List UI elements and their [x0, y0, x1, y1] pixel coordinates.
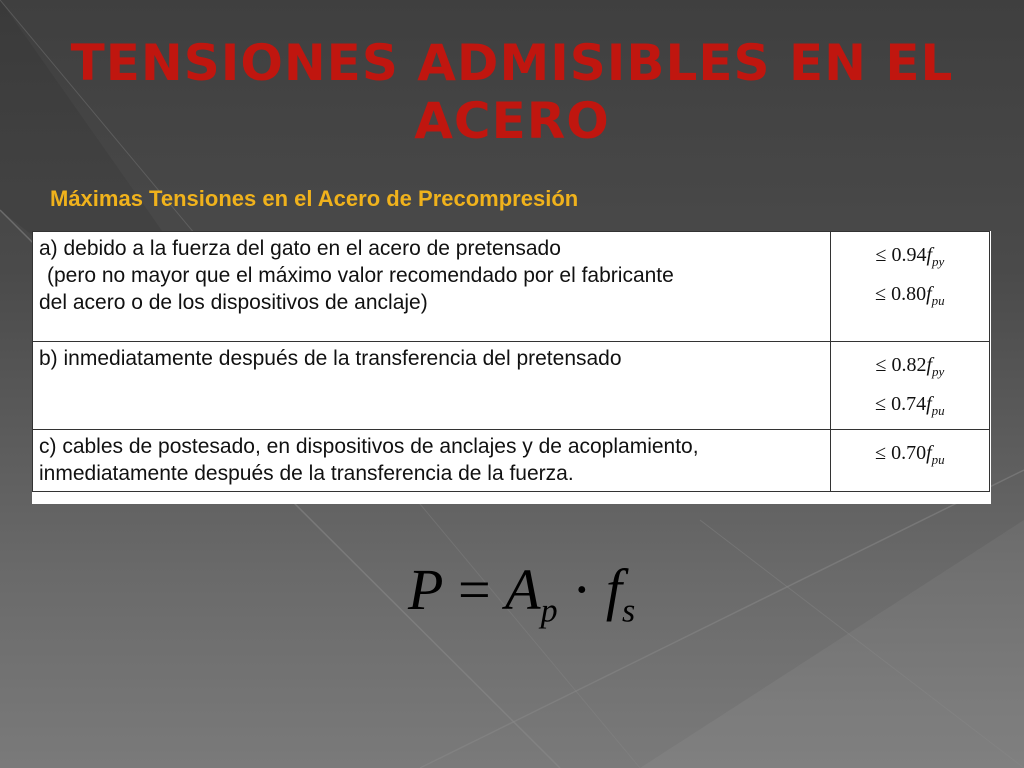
- slide-subtitle: Máximas Tensiones en el Acero de Precompresión: [50, 186, 579, 211]
- formula-stress-subscript: s: [622, 592, 636, 630]
- limit-expression: ≤ $0.74f_{pu}$: [875, 393, 945, 418]
- title-line-1: TENSIONES ADMISIBLES EN EL: [70, 34, 954, 92]
- row-limits: [830, 430, 989, 492]
- description-line: (pero no mayor que el máximo valor recomendado por el fabricante: [47, 264, 674, 287]
- formula-force: P: [408, 557, 444, 622]
- formula-equals: =: [457, 557, 491, 622]
- description-line: del acero o de los dispositivos de anclaje): [39, 291, 428, 314]
- table-container: [32, 231, 991, 504]
- description-line: c) cables de postesado, en dispositivos de anclajes y de acoplamiento,: [39, 435, 699, 458]
- table-row: [33, 430, 990, 492]
- formula-area: A: [505, 557, 541, 622]
- row-limits: [830, 342, 989, 430]
- limit-expression: ≤ $0.94f_{py}$: [875, 244, 945, 269]
- stress-limits-table: [32, 231, 990, 492]
- limit-expression: ≤ $0.80f_{pu}$: [875, 283, 945, 308]
- formula-stress: f: [605, 557, 623, 622]
- table-row: [33, 232, 990, 342]
- row-limits: [830, 232, 989, 342]
- title-line-2: ACERO: [414, 92, 610, 150]
- description-line: a) debido a la fuerza del gato en el acero de pretensado: [39, 237, 561, 260]
- limit-expression: ≤ $0.70f_{pu}$: [875, 442, 945, 467]
- description-line: b) inmediatamente después de la transferencia del pretensado: [39, 347, 622, 370]
- description-line: inmediatamente después de la transferencia de la fuerza.: [39, 462, 574, 485]
- row-description: [33, 342, 831, 430]
- formula-dot: ·: [572, 557, 592, 622]
- limit-expression: ≤ $0.82f_{py}$: [875, 354, 945, 379]
- table-row: [33, 342, 990, 430]
- formula-area-subscript: p: [540, 592, 558, 630]
- force-formula: [408, 556, 635, 631]
- slide-title: [60, 34, 964, 150]
- row-description: [33, 232, 831, 342]
- row-description: [33, 430, 831, 492]
